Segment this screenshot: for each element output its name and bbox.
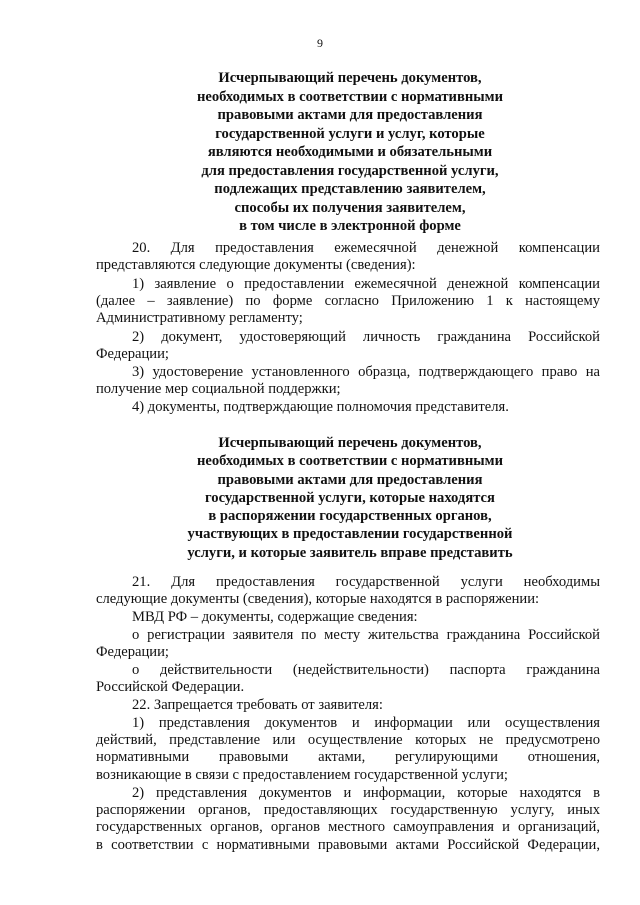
heading-line: государственной услуги, которые находятся <box>205 489 495 506</box>
heading-line: правовыми актами для предоставления <box>217 107 483 123</box>
text-line: Административному регламенту; <box>96 310 303 327</box>
list-item-identity-document <box>96 329 600 363</box>
text-line: Федерации; <box>96 346 169 363</box>
text-line: 2) представления документов и информации, которые находятся в <box>132 785 600 801</box>
heading-line: способы их получения заявителем, <box>234 199 466 216</box>
heading-line: Исчерпывающий перечень документов, <box>218 435 482 451</box>
heading-line: участвующих в предоставлении государственной <box>187 526 513 543</box>
heading-line: государственной услуги и услуг, которые <box>215 125 485 142</box>
list-item-application <box>96 276 600 328</box>
section-heading-documents-list <box>120 69 580 236</box>
text-line: 2) документ, удостоверяющий личность гражданина Российской <box>132 329 600 345</box>
text-line: (далее – заявление) по форме согласно Приложению 1 к настоящему <box>96 293 600 310</box>
heading-line: являются необходимыми и обязательными <box>207 144 493 160</box>
text-line: 4) документы, подтверждающие полномочия представителя. <box>132 399 509 415</box>
paragraph-22 <box>96 697 600 714</box>
text-line: 22. Запрещается требовать от заявителя: <box>132 697 383 713</box>
text-line: действий, представление или осуществление которых не предусмотрено <box>96 732 600 749</box>
text-line: нормативными правовыми актами, регулирующими отношения, <box>96 749 600 766</box>
heading-line: для предоставления государственной услуги, <box>201 162 499 179</box>
heading-line: правовыми актами для предоставления <box>217 471 483 488</box>
list-item-certificate <box>96 364 600 398</box>
text-line: о действительности (недействительности) паспорта гражданина <box>132 662 600 678</box>
heading-line: услуги, и которые заявитель вправе представить <box>187 544 513 561</box>
heading-line: в распоряжении государственных органов, <box>208 508 492 525</box>
text-line: Федерации; <box>96 644 169 661</box>
text-line: Российской Федерации. <box>96 679 245 696</box>
text-line: государственных органов, органов местного самоуправления и организаций, <box>96 819 600 836</box>
text-line: следующие документы (сведения), которые находятся в распоряжении: <box>96 591 540 608</box>
section-heading-interagency-documents <box>120 434 580 562</box>
list-item-prohibition-2 <box>96 785 600 854</box>
text-line: 3) удостоверение установленного образца, подтверждающего право на <box>132 364 600 380</box>
list-item-passport-validity <box>96 662 600 696</box>
text-line: 20. Для предоставления ежемесячной денежной компенсации <box>132 240 600 256</box>
heading-line: подлежащих представлению заявителем, <box>214 181 486 197</box>
text-line: 21. Для предоставления государственной услуги необходимы <box>132 574 600 590</box>
page-number: 9 <box>317 36 323 50</box>
text-line: 1) представления документов и информации или осуществления <box>132 715 600 731</box>
text-line: распоряжении органов, предоставляющих государственную услугу, иных <box>96 802 600 819</box>
text-line: получение мер социальной поддержки; <box>96 381 341 398</box>
text-line: МВД РФ – документы, содержащие сведения: <box>132 609 418 625</box>
heading-line: необходимых в соответствии с нормативными <box>197 88 503 105</box>
list-item-representative-docs <box>96 399 600 416</box>
list-item-prohibition-1 <box>96 715 600 784</box>
text-line: 1) заявление о предоставлении ежемесячной денежной компенсации <box>132 276 600 292</box>
text-line: возникающие в связи с предоставлением государственной услуги; <box>96 766 508 783</box>
heading-line: в том числе в электронной форме <box>239 218 461 234</box>
paragraph-mvd <box>96 609 600 626</box>
heading-line: Исчерпывающий перечень документов, <box>218 70 482 86</box>
text-line: в соответствии с нормативными правовыми актами Российской Федерации, <box>96 836 600 853</box>
list-item-registration <box>96 627 600 661</box>
paragraph-20 <box>96 240 600 274</box>
text-line: о регистрации заявителя по месту жительства гражданина Российской <box>132 627 600 643</box>
paragraph-21 <box>96 574 600 608</box>
heading-line: необходимых в соответствии с нормативными <box>197 453 503 470</box>
text-line: представляются следующие документы (сведения): <box>96 257 416 274</box>
